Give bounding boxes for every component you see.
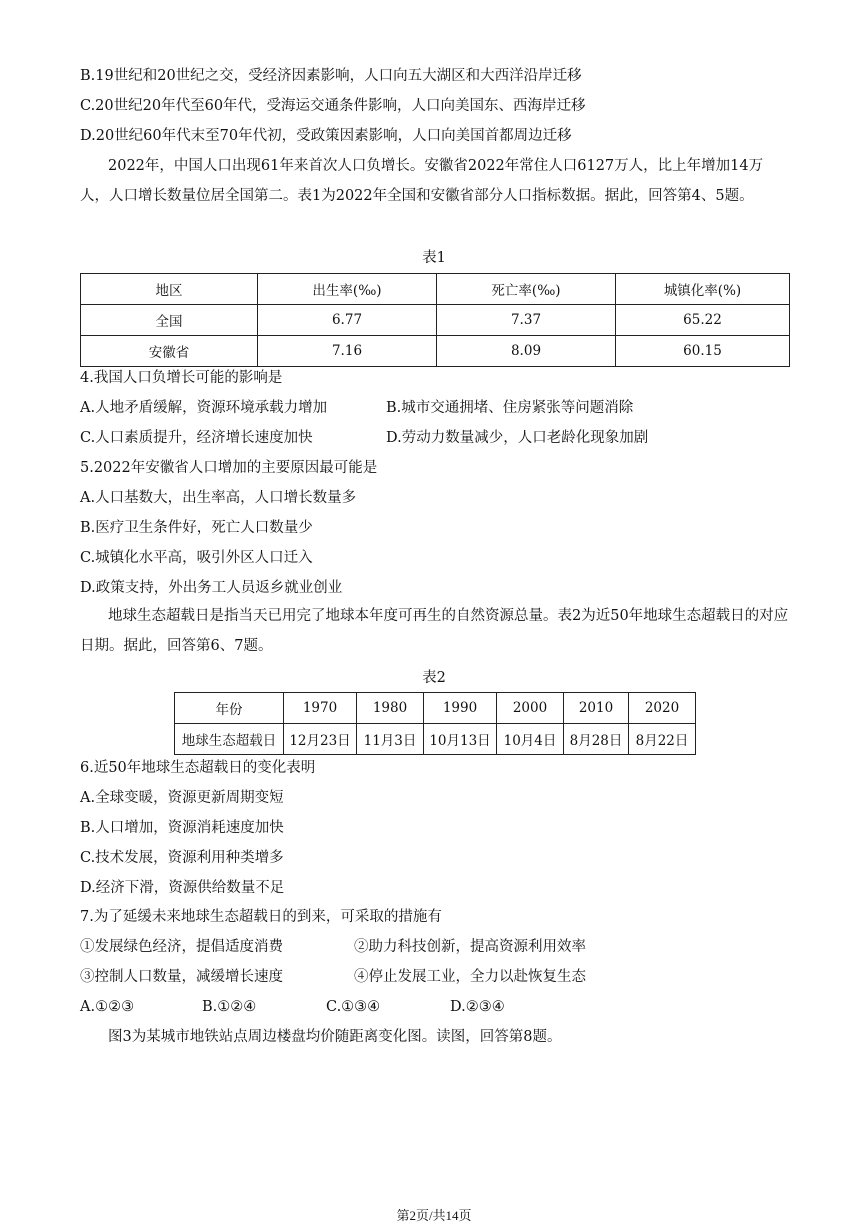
table-cell: 11月3日 [357, 724, 424, 755]
table-cell: 地球生态超载日 [175, 724, 284, 755]
statement-1: ①发展绿色经济，提倡适度消费 [80, 939, 283, 955]
table-cell: 8月28日 [564, 724, 629, 755]
option-a: A.全球变暖，资源更新周期变短 [80, 790, 284, 806]
option-c: C.人口素质提升，经济增长速度加快 [80, 430, 313, 446]
table-header-cell: 2000 [497, 693, 564, 724]
option-c-previous: C.20世纪20年代至60年代，受海运交通条件影响，人口向美国东、西海岸迁移 [80, 98, 586, 114]
table-header-row [175, 693, 696, 724]
table-header-cell: 死亡率(‰) [437, 274, 616, 305]
table-cell: 安徽省 [81, 336, 258, 367]
option-d: D.劳动力数量减少，人口老龄化现象加剧 [386, 430, 649, 446]
statement-4: ④停止发展工业，全力以赴恢复生态 [354, 969, 586, 985]
option-c: C.城镇化水平高，吸引外区人口迁入 [80, 550, 313, 566]
option-b-previous: B.19世纪和20世纪之交，受经济因素影响，人口向五大湖区和大西洋沿岸迁移 [80, 68, 582, 84]
option-d-previous: D.20世纪60年代末至70年代初，受政策因素影响，人口向美国首都周边迁移 [80, 128, 572, 144]
table-cell: 全国 [81, 305, 258, 336]
table-row [81, 336, 790, 367]
table-row [81, 305, 790, 336]
option-c: C.技术发展，资源利用种类增多 [80, 850, 284, 866]
table-cell: 10月13日 [424, 724, 497, 755]
page-footer: 第2页/共14页 [396, 1208, 472, 1223]
intro-questions-4-5: 2022年，中国人口出现61年来首次人口负增长。安徽省2022年常住人口6127万人，比上年增加14万人，人口增长数量位居全国第二。表1为2022年全国和安徽省部分人口指标数据。据此，回答第4、5题。 [80, 158, 764, 204]
option-c: C.①③④ [326, 999, 381, 1015]
option-d: D.政策支持，外出务工人员返乡就业创业 [80, 580, 343, 596]
table-cell: 65.22 [616, 305, 790, 336]
option-b: B.人口增加，资源消耗速度加快 [80, 820, 284, 836]
table-cell: 6.77 [258, 305, 437, 336]
intro-question-8: 图3为某城市地铁站点周边楼盘均价随距离变化图。读图，回答第8题。 [108, 1029, 562, 1045]
table-header-cell: 出生率(‰) [258, 274, 437, 305]
table-header-cell: 1970 [284, 693, 357, 724]
table-cell: 8.09 [437, 336, 616, 367]
option-a: A.人口基数大，出生率高，人口增长数量多 [80, 490, 357, 506]
table-cell: 7.37 [437, 305, 616, 336]
question-5: 5.2022年安徽省人口增加的主要原因最可能是 [80, 460, 378, 476]
table2-caption: 表2 [422, 670, 446, 686]
table-cell: 8月22日 [629, 724, 696, 755]
question-4: 4.我国人口负增长可能的影响是 [80, 370, 283, 386]
table-header-cell: 地区 [81, 274, 258, 305]
table-header-cell: 城镇化率(%) [616, 274, 790, 305]
table-cell: 60.15 [616, 336, 790, 367]
question-6: 6.近50年地球生态超载日的变化表明 [80, 760, 316, 776]
table1-caption: 表1 [422, 250, 446, 266]
option-a: A.①②③ [80, 999, 135, 1015]
table-header-cell: 2010 [564, 693, 629, 724]
table-2 [174, 692, 696, 755]
table-cell: 12月23日 [284, 724, 357, 755]
question-4-options-row2 [80, 428, 648, 448]
table-header-row [81, 274, 790, 305]
table-1 [80, 273, 790, 367]
question-7-options [80, 997, 505, 1017]
statement-2: ②助力科技创新，提高资源利用效率 [354, 939, 586, 955]
table-cell: 7.16 [258, 336, 437, 367]
option-b: B.城市交通拥堵、住房紧张等问题消除 [386, 400, 634, 416]
option-b: B.医疗卫生条件好，死亡人口数量少 [80, 520, 313, 536]
option-d: D.经济下滑，资源供给数量不足 [80, 880, 285, 896]
option-d: D.②③④ [450, 999, 505, 1015]
table-row [175, 724, 696, 755]
question-7-statements-row1 [80, 937, 586, 957]
table-header-cell: 1980 [357, 693, 424, 724]
table-header-cell: 2020 [629, 693, 696, 724]
option-b: B.①②④ [202, 999, 257, 1015]
intro-questions-6-7: 地球生态超载日是指当天已用完了地球本年度可再生的自然资源总量。表2为近50年地球生态超载日的对应日期。据此，回答第6、7题。 [80, 608, 789, 654]
question-4-options-row1 [80, 398, 633, 418]
option-a: A.人地矛盾缓解，资源环境承载力增加 [80, 400, 328, 416]
question-7-statements-row2 [80, 967, 586, 987]
table-cell: 10月4日 [497, 724, 564, 755]
table-header-cell: 年份 [175, 693, 284, 724]
table-header-cell: 1990 [424, 693, 497, 724]
statement-3: ③控制人口数量，减缓增长速度 [80, 969, 283, 985]
question-7: 7.为了延缓未来地球生态超载日的到来，可采取的措施有 [80, 909, 442, 925]
